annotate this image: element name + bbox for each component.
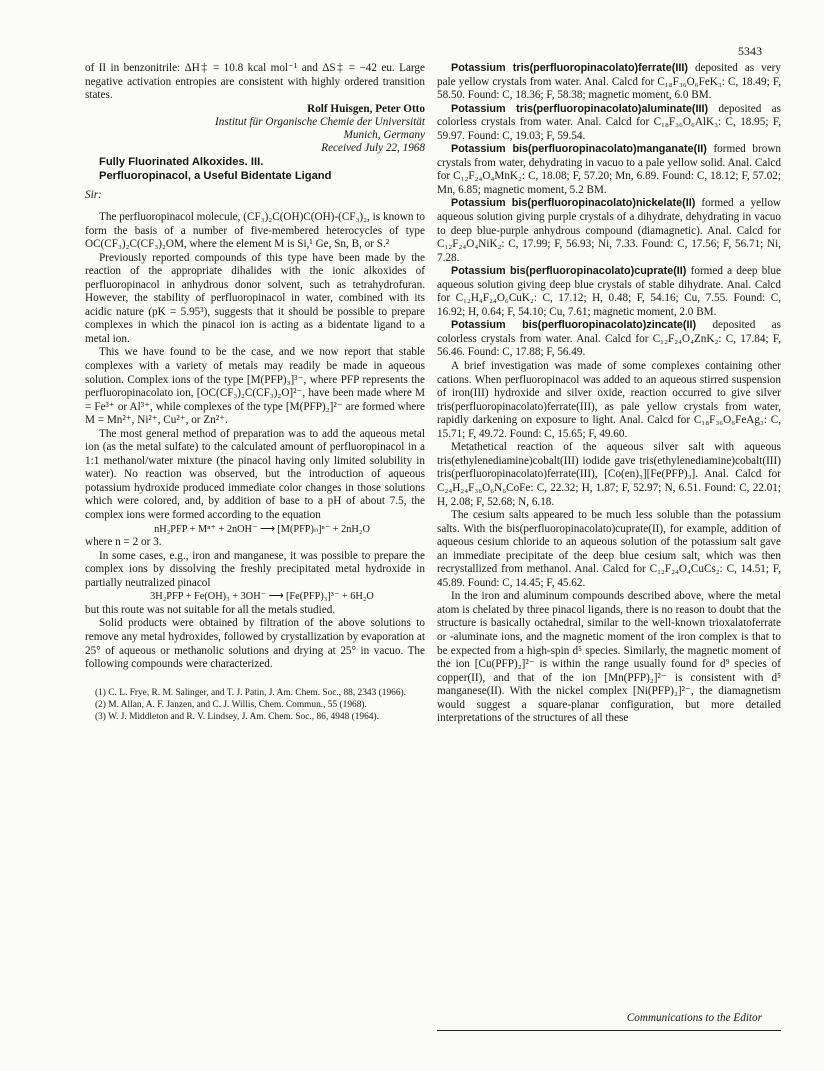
compound-ferrate-text: deposited as very pale yellow crystals from water. Anal. Calcd for C₁₈F₃₆O₆FeK₃: C, 18.49; F, 58.50. Found: C, 18.36; F, 58.38; magnetic moment, 6.0 BM.	[437, 62, 781, 102]
compound-zincate-name: Potassium bis(perfluoropinacolato)zincate(II)	[451, 319, 697, 332]
compound-zincate	[437, 319, 781, 360]
paragraph-8: Solid products were obtained by filtration of the above solutions to remove any metal hydroxides, followed by crystallization by evaporation at 25° of aqueous or methanolic solutions and drying at 25° in vacuo. The following compounds were characterized.	[85, 617, 425, 671]
compound-cuprate-text: formed a deep blue aqueous solution giving deep blue crystals of stable dihydrate. Anal. Calcd for C₁₂H₄F₂₄O₆CuK₂: C, 17.12; H, 0.48; F, 54.16; Cu, 7.55. Found: C, 16.92; H, 0.64; F, 54.10; Cu, 7.61; magnetic moment, 2.0 BM.	[437, 265, 781, 318]
footnote-2: (2) M. Allan, A. F. Janzen, and C. J. Willis, Chem. Commun., 55 (1968).	[95, 699, 367, 710]
compound-nickelate-name: Potassium bis(perfluoropinacolato)nickelate(II)	[451, 197, 696, 210]
received-date: Received July 22, 1968	[321, 142, 425, 155]
paragraph-1: The perfluoropinacol molecule, (CF₃)₂C(OH)C(OH)-(CF₃)₂, is known to form the basis of a number of five-membered heterocycles of type OC(CF₃)₂C(CF₃)₂OM, where the element M is Si,¹ Ge, Sn, B, or S.²	[85, 211, 425, 251]
compound-nickelate	[437, 197, 781, 265]
paragraph-structure: In the iron and aluminum compounds described above, where the metal atom is chelated by three pinacol ligands, there is no reason to doubt that the structure is basically octahedral, similar to the well-known trioxalatoferrate or -aluminate ions, and the magnetic moment of the iron complex is that to be expected from a high-spin d⁵ species. Similarly, the magnetic moment of the ion [Cu(PFP)₂]²⁻ is within the range usually found for d⁹ species of copper(II), and that of the ion [Mn(PFP)₂]²⁻ is consistent with d⁵ manganese(II). With the nickel complex [Ni(PFP)₂]²⁻, the diamagnetism would suggest a square-planar configuration, but more detailed interpretations of the structures of all these	[437, 590, 781, 725]
page-number: 5343	[738, 44, 762, 58]
footnote-3: (3) W. J. Middleton and R. V. Lindsey, J. Am. Chem. Soc., 86, 4948 (1964).	[95, 711, 379, 722]
paragraph-5: where n = 2 or 3.	[85, 536, 162, 549]
paragraph-other-cations: A brief investigation was made of some complexes containing other cations. When perfluoropinacol was added to an aqueous stirred suspension of iron(III) hydroxide and silver oxide, reaction occurred to give silver tris(perfluoropinacolato)ferrate(III), as pale yellow crystals from water, rapidly darkening on exposure to light. Anal. Calcd for C₁₈F₃₆O₆FeAg₃: C, 15.71; F, 49.72. Found: C, 15.65; F, 49.60.	[437, 360, 781, 440]
compound-cuprate	[437, 265, 781, 319]
compound-manganate	[437, 143, 781, 197]
compound-manganate-text: formed brown crystals from water, dehydrating in vacuo to a pale yellow solid. Anal. Calcd for C₁₂F₂₄O₄MnK₂: C, 18.08; F, 57.20; Mn, 6.89. Found: C, 18.12; F, 57.02; Mn, 6.85; magnetic moment, 5.2 BM.	[437, 143, 781, 196]
compound-cuprate-name: Potassium bis(perfluoropinacolato)cuprate(II)	[451, 265, 687, 278]
paragraph-4: The most general method of preparation was to add the aqueous metal ion (as the metal sulfate) to the calculated amount of perfluoropinacol in a 1:1 methanol/water mixture (the pinacol having only limited solubility in water). No reaction was observed, but the introduction of aqueous potassium hydroxide produced immediate color changes in those solutions which were colored, and, by addition of base to a pH of about 7.5, the complex ions were formed according to the equation	[85, 427, 425, 522]
paragraph-cesium: The cesium salts appeared to be much less soluble than the potassium salts. With the bis(perfluoropinacolato)cuprate(II), for example, addition of aqueous cesium chloride to an aqueous solution of the potassium salt gave an immediate precipitate of the deep blue cesium salt, which was then recrystallized from methanol. Anal. Calcd for C₁₂F₂₄O₄CuCs₂: C, 14.51; F, 45.89. Found: C, 14.45; F, 45.62.	[437, 509, 781, 589]
compound-manganate-name: Potassium bis(perfluoropinacolato)manganate(II)	[451, 143, 707, 156]
footnote-1: (1) C. L. Frye, R. M. Salinger, and T. J. Patin, J. Am. Chem. Soc., 88, 2343 (1966).	[95, 687, 406, 698]
paragraph-2: Previously reported compounds of this type have been made by the reaction of the appropriate dihalides with the ionic alkoxides of perfluoropinacol in anhydrous donor solvent, such as tetrahydrofuran. However, the stability of perfluoropinacol in water, combined with its acidic nature (pK = 5.95³), suggests that it should be possible to prepare complexes in which the pinacol ion is acting as a bidentate ligand to a metal ion.	[85, 251, 425, 345]
footer-section-label: Communications to the Editor	[626, 1012, 762, 1024]
author-names: Rolf Huisgen, Peter Otto	[307, 102, 425, 115]
salutation: Sir:	[85, 189, 102, 202]
compound-aluminate-text: deposited as colorless crystals from water. Anal. Calcd for C₁₈F₃₆O₆AlK₃: C, 18.95; F, 59.97. Found: C, 19.03; F, 59.54.	[437, 102, 781, 142]
right-column	[437, 62, 781, 726]
author-institution: Institut für Organische Chemie der Universität	[215, 115, 425, 128]
intro-paragraph: of II in benzonitrile: ΔH‡ = 10.8 kcal mol⁻¹ and ΔS‡ = −42 eu. Large negative activation entropies are consistent with highly ordered transition states.	[85, 62, 425, 102]
compound-ferrate	[437, 62, 781, 103]
paragraph-3: This we have found to be the case, and we now report that stable complexes with a variety of metals may readily be made in aqueous solution. Complex ions of the type [M(PFP)₃]³⁻, where PFP represents the perfluoropinacolato ion, [OC(CF₃)₂C(CF₃)₂O]²⁻, have been made where M = Fe³⁺ or Al³⁺, while complexes of the type [M(PFP)₂]²⁻ are formed where M = Mn²⁺, Ni²⁺, Cu²⁺, or Zn²⁺.	[85, 346, 425, 427]
footer-rule	[437, 1030, 781, 1031]
compound-nickelate-text: formed a yellow aqueous solution giving purple crystals of a dihydrate, dehydrating in vacuo to deep blue-purple anhydrous compound (diamagnetic). Anal. Calcd for C₁₂F₂₄O₄NiK₂: C, 17.99; F, 56.93; Ni, 7.33. Found: C, 17.56; F, 56.71; Ni, 7.28.	[437, 197, 782, 264]
paragraph-metathesis: Metathetical reaction of the aqueous silver salt with aqueous tris(ethylenediamine)cobalt(III) iodide gave tris(ethylenediamine)cobalt(III) tris(perfluoropinacolato)ferrate(III), [Co(en)₃][Fe(PFP)₃]. Anal. Calcd for C₂₄H₂₄F₃₆O₆N₆CoFe: C, 22.32; H, 1.87; F, 52.97; N, 6.51. Found: C, 22.01; H, 2.08; F, 52.68; N, 6.18.	[437, 441, 781, 508]
article-title-line1: Fully Fluorinated Alkoxides. III.	[99, 156, 264, 169]
compound-aluminate-name: Potassium tris(perfluoropinacolato)aluminate(III)	[451, 102, 709, 115]
left-column	[85, 62, 425, 724]
compound-aluminate	[437, 103, 781, 144]
author-location: Munich, Germany	[343, 129, 425, 142]
compound-zincate-text: deposited as colorless crystals from water. Anal. Calcd for C₁₂F₂₄O₄ZnK₂: C, 17.84; F, 56.46. Found: C, 17.88; F, 56.49.	[437, 319, 781, 359]
compound-ferrate-name: Potassium tris(perfluoropinacolato)ferrate(III)	[451, 62, 688, 74]
paragraph-6: In some cases, e.g., iron and manganese, it was possible to prepare the complex ions by dissolving the freshly precipitated metal hydroxide in partially neutralized pinacol	[85, 549, 425, 589]
footnotes	[85, 688, 425, 723]
equation-2: 3H₂PFP + Fe(OH)₃ + 3OH⁻ ⟶ [Fe(PFP)₃]³⁻ + 6H₂O	[150, 591, 374, 603]
paragraph-7: but this route was not suitable for all the metals studied.	[85, 603, 336, 616]
equation-1: nH₂PFP + Mⁿ⁺ + 2nOH⁻ ⟶ [M(PFP)ₙ]ⁿ⁻ + 2nH₂O	[154, 523, 370, 535]
article-title-line2: Perfluoropinacol, a Useful Bidentate Ligand	[99, 170, 332, 183]
